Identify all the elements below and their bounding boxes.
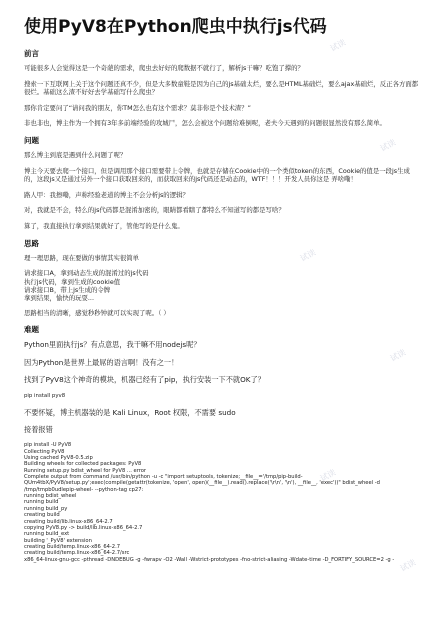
list-item: 请求接口A，拿到动态生成的混淆过的js代码 xyxy=(24,269,149,278)
code-log xyxy=(24,442,420,563)
paragraph: 因为Python是世界上最屌的语言啊！没有之一！ xyxy=(24,357,179,367)
page-title: 使用PyV8在Python爬虫中执行js代码 xyxy=(24,17,327,37)
code-line: Complete output from command /usr/bin/python -u -c "import setuptools, tokenize;__file__='/tmp/pip-build- xyxy=(24,474,303,481)
paragraph: 可能很多人会觉得这是一个奇葩的需求，爬虫去好好的爬数据不就行了，解析js干嘛？吃饱了撑的？ xyxy=(24,64,304,72)
watermark: 试读 xyxy=(378,137,398,154)
article-body xyxy=(24,16,420,563)
paragraph: 理一理思路，现在要做的事情其实很简单 xyxy=(24,253,140,262)
paragraph: 思路相当的清晰，感觉秒秒钟就可以实现了呢。（ ） xyxy=(24,308,170,317)
code-line: building '_PyV8' extension xyxy=(24,537,92,544)
watermark: 试读 xyxy=(328,37,348,54)
paragraph: 非也非也，博主作为一个拥有3年多前端经验的攻城尸，怎么会被这个问题给难倒呢，老夫今天遇到的问题很显然没有那么简单。 xyxy=(24,119,386,128)
install-command: pip install pyv8 xyxy=(24,392,66,399)
code-line: creating build/temp.linux-x86_64-2.7 xyxy=(24,543,121,550)
list-item: 请求接口B，带上js生成的令牌 xyxy=(24,285,111,294)
watermark: 试读 xyxy=(318,467,338,484)
paragraph: Python里面执行js？有点意思，我干嘛不用nodejs呢？ xyxy=(24,340,201,350)
paragraph: 找到了PyV8这个神奇的模块，机器已经有了pip，执行安装一下不就OK了？ xyxy=(24,375,265,385)
paragraph: 不要怀疑，博主机器装的是 Kali Linux，Root 权限，不需要 sudo xyxy=(24,407,236,417)
section-heading-approach: 思路 xyxy=(24,238,39,248)
code-line: creating build/lib.linux-x86_64-2.7 xyxy=(24,518,113,525)
code-line: Running setup.py bdist_wheel for PyV8 ... error xyxy=(24,467,147,474)
section-heading-problem: 问题 xyxy=(24,135,39,145)
section-heading-difficulty: 难题 xyxy=(24,325,39,335)
code-line: /tmp/tmpb0udlepip-wheel- --python-tag cp27: xyxy=(24,486,144,493)
section-heading-preface: 前言 xyxy=(24,49,39,58)
code-line: creating build xyxy=(24,512,60,519)
code-line: running build xyxy=(24,499,59,506)
code-line: x86_64-linux-gnu-gcc -pthread -DNDEBUG -g -fwrapv -O2 -Wall -Wstrict-prototypes -fno-strict-aliasing -Wdate-time -D_FORTIFY_SOURCE=2 -g - xyxy=(24,556,395,563)
code-line: copying PyV8.py -> build/lib.linux-x86_64-2.7 xyxy=(24,524,143,531)
paragraph: 接着报错 xyxy=(24,424,53,434)
steps-list xyxy=(24,269,420,303)
watermark: 试读 xyxy=(298,247,318,264)
code-line: running bdist_wheel xyxy=(24,493,77,500)
paragraph: 那你肯定要问了“请问我的朋友，你TM怎么也有这个需求？莫非你是个技术渣？” xyxy=(24,103,251,112)
code-line: creating build/temp.linux-x86_64-2.7/src xyxy=(24,550,130,557)
paragraph: 路人甲：我擦嘞，声称经验老道的博主不会分析js的逻辑？ xyxy=(24,190,189,199)
paragraph: 对，我就是不会，特么的js代码都是混淆加密的，眼睛都看瞎了都特么不知道写的都是写啥？ xyxy=(24,206,285,215)
code-line: Building wheels for collected packages: PyV8 xyxy=(24,461,142,468)
code-line: running build_ext xyxy=(24,531,70,538)
list-item: 执行js代码，拿到生成的cookie值 xyxy=(24,277,121,286)
code-line: Using cached PyV8-0.5.zip xyxy=(24,455,93,462)
paragraph: 算了，我直接执行拿到结果就好了，管他写的是什么鬼。 xyxy=(24,221,184,230)
code-line: QUm4tbX/PyV8/setup.py';exec(compile(getattr(tokenize, 'open', open)(__file__).read().replace('\r\n', '\n'), __file__, 'exec'))" bdist_wheel -d xyxy=(24,480,380,487)
watermark: 试读 xyxy=(388,347,408,364)
code-line: pip install -U PyV8 xyxy=(24,442,72,449)
list-item: 拿到结果，愉快的玩耍... xyxy=(24,294,94,303)
paragraph: 搜索一下互联网上关于这个问题还真不少，但是大多数童鞋是因为自己的js基础太烂，要么是HTML基础烂，要么ajax基础烂，反正各方面都很烂。基础这么渣不好好去学基础写什么爬虫？ xyxy=(24,79,419,97)
paragraph: 博主今天要去爬一个接口，但是调用那个接口需要带上令牌，也就是存储在Cookie中的一个类似token的东西，Cookie的值是一段js生成的，这段js又是通过另外一个接口获取回来的，而获取回来的js代码还是动态的，WTF！！！开发人员你这是 弄啥嘞！ xyxy=(24,166,410,184)
watermark: 试读 xyxy=(398,557,418,574)
code-line: running build_py xyxy=(24,505,68,512)
paragraph: 那么博主到底是遇到什么问题了呢？ xyxy=(24,150,127,159)
code-line: Collecting PyV8 xyxy=(24,448,65,455)
